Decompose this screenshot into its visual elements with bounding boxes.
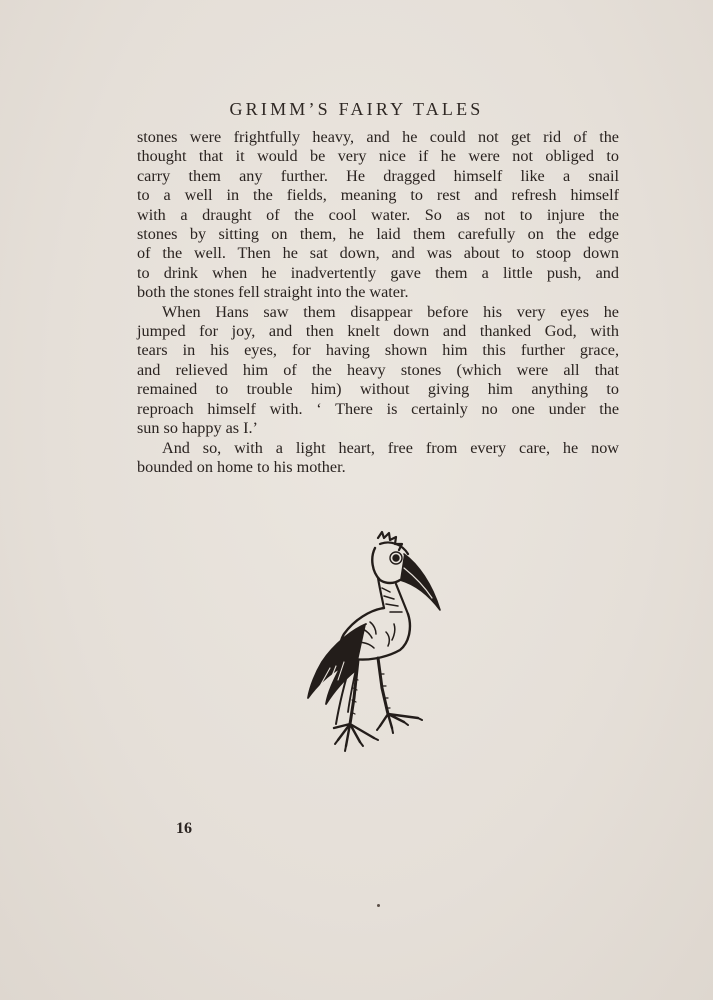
paper-speck <box>377 904 380 907</box>
text-line: reproach himself with. ‘ There is certainly no one under the <box>137 399 619 418</box>
text-line: thought that it would be very nice if he were not obliged to <box>137 147 619 166</box>
text-line: of the well. Then he sat down, and was about to stoop down <box>137 244 619 263</box>
paragraph-1 <box>137 128 619 303</box>
body-text <box>137 128 619 477</box>
text-line: stones by sitting on them, he laid them carefully on the edge <box>137 225 619 244</box>
text-line: with a draught of the cool water. So as not to injure the <box>137 205 619 224</box>
text-line: carry them any further. He dragged himself like a snail <box>137 166 619 185</box>
text-line: tears in his eyes, for having shown him this further grace, <box>137 341 619 360</box>
page-number: 16 <box>176 820 192 837</box>
text-line: and relieved him of the heavy stones (which were all that <box>137 360 619 379</box>
text-line: When Hans saw them disappear before his very eyes he <box>162 302 619 321</box>
text-line: sun so happy as I.’ <box>137 419 258 438</box>
crow-vignette-icon <box>300 528 445 758</box>
text-line: bounded on home to his mother. <box>137 457 346 476</box>
text-line: remained to trouble him) without giving him anything to <box>137 380 619 399</box>
text-line: jumped for joy, and then knelt down and thanked God, with <box>137 322 619 341</box>
text-line: both the stones fell straight into the water. <box>137 283 409 302</box>
paragraph-3 <box>137 439 619 478</box>
text-line: And so, with a light heart, free from every care, he now <box>162 438 619 457</box>
running-head: GRIMM’S FAIRY TALES <box>229 99 484 119</box>
text-line: stones were frightfully heavy, and he could not get rid of the <box>137 128 619 146</box>
text-line: to a well in the fields, meaning to rest and refresh himself <box>137 186 619 205</box>
text-line: to drink when he inadvertently gave them a little push, and <box>137 263 619 282</box>
paragraph-2 <box>137 303 619 439</box>
